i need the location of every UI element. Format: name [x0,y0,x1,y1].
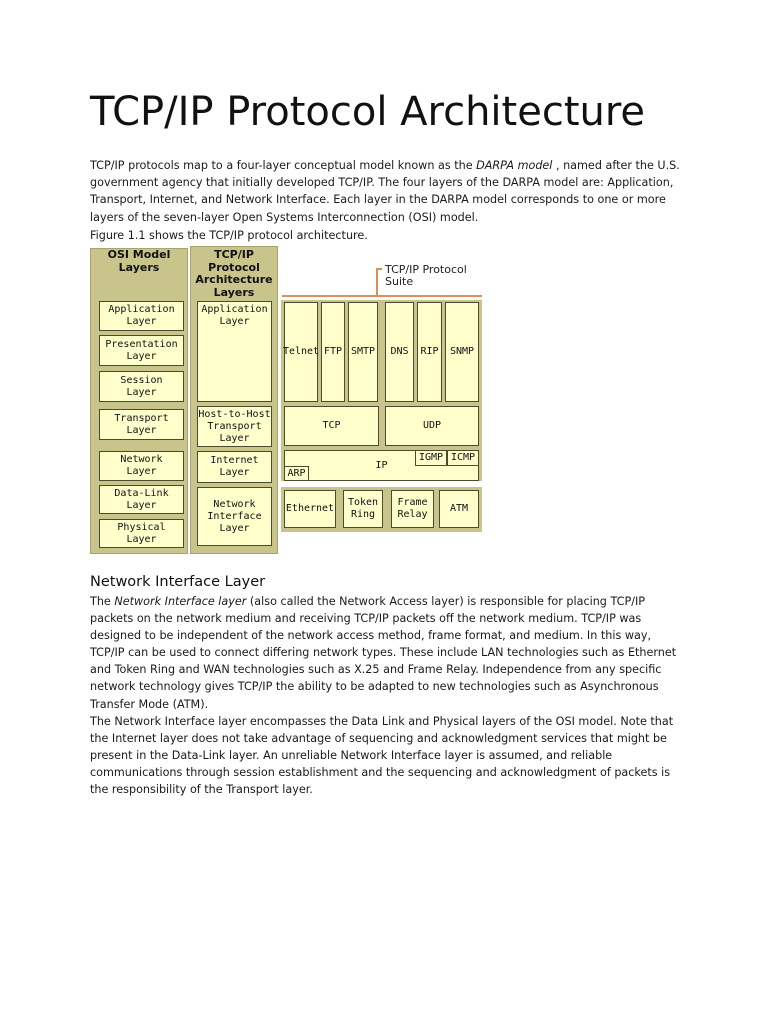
section-body [90,593,680,798]
section-paragraph-1 [90,593,680,713]
tcpip-layer: Network Interface Layer [197,487,272,546]
intro-paragraph [90,157,690,226]
tcpip-column-header: TCP/IP Protocol Architecture Layers [195,248,273,299]
osi-layer: Presentation Layer [99,335,184,366]
network-ethernet: Ethernet [284,490,336,528]
suite-label: TCP/IP Protocol Suite [385,263,467,288]
network-frame-relay: Frame Relay [391,490,434,528]
protocol-icmp: ICMP [447,450,479,466]
figure-caption: Figure 1.1 shows the TCP/IP protocol architecture. [90,229,368,242]
osi-layer: Application Layer [99,301,184,331]
paragraph-text: (also called the Network Access layer) is responsible for placing TCP/IP packets on the network medium and receiving TCP/IP packets off the network medium. TCP/IP was designed to be independent of the network access method, frame format, and medium. In this way, TCP/IP can be used to connect differing network types. These include LAN technologies such as Ethernet and Token Ring and WAN technologies such as X.25 and Frame Relay. Independence from any specific network technology gives TCP/IP the ability to be adapted to new technologies such as Asynchronous Transfer Mode (ATM). [90,595,677,711]
network-interface-layer-term: Network Interface layer [114,595,247,608]
tcpip-architecture-diagram [90,244,482,556]
osi-layer: Physical Layer [99,519,184,548]
protocol-igmp: IGMP [415,450,447,466]
section-paragraph-2: The Network Interface layer encompasses the Data Link and Physical layers of the OSI model. Note that the Internet layer does not take advantage of sequencing and acknowledgment services that might be present in the Data-Link layer. An unreliable Network Interface layer is assumed, and reliable communications through session establishment and the sequencing and acknowledgment of packets is the responsibility of the Transport layer. [90,714,674,797]
section-heading: Network Interface Layer [90,574,266,590]
osi-layer: Network Layer [99,451,184,481]
intro-text-2: , named after the U.S. government agency that initially developed TCP/IP. The four layers of the DARPA model are: Application, Transport, Internet, and Network Interface. Each layer in the DARPA model corresponds to one or more layers of the seven-layer Open Systems Interconnection (OSI) model. [90,159,680,224]
tcpip-layer: Internet Layer [197,451,272,483]
network-atm: ATM [439,490,479,528]
paragraph-text: The [90,595,115,608]
page-title: TCP/IP Protocol Architecture [90,89,646,135]
osi-layer: Transport Layer [99,409,184,440]
protocol-arp: ARP [284,466,309,481]
osi-layer: Session Layer [99,371,184,402]
suite-bracket-vertical [376,268,378,296]
osi-column-header: OSI Model Layers [107,248,171,274]
protocol-rip: RIP [417,302,442,402]
protocol-telnet: Telnet [284,302,318,402]
protocol-ftp: FTP [321,302,345,402]
suite-bracket-tick [376,268,382,270]
network-token-ring: Token Ring [343,490,383,528]
osi-layer: Data-Link Layer [99,485,184,514]
protocol-snmp: SNMP [445,302,479,402]
protocol-dns: DNS [385,302,414,402]
tcpip-layer: Host-to-Host Transport Layer [197,406,272,447]
protocol-udp: UDP [385,406,479,446]
intro-text-1: TCP/IP protocols map to a four-layer conceptual model known as the [90,159,477,172]
darpa-model-term: DARPA model [476,159,553,172]
suite-bracket-horizontal [282,295,482,297]
protocol-ip: IP [284,450,479,481]
protocol-tcp: TCP [284,406,379,446]
protocol-smtp: SMTP [348,302,378,402]
tcpip-layer: Application Layer [197,301,272,402]
